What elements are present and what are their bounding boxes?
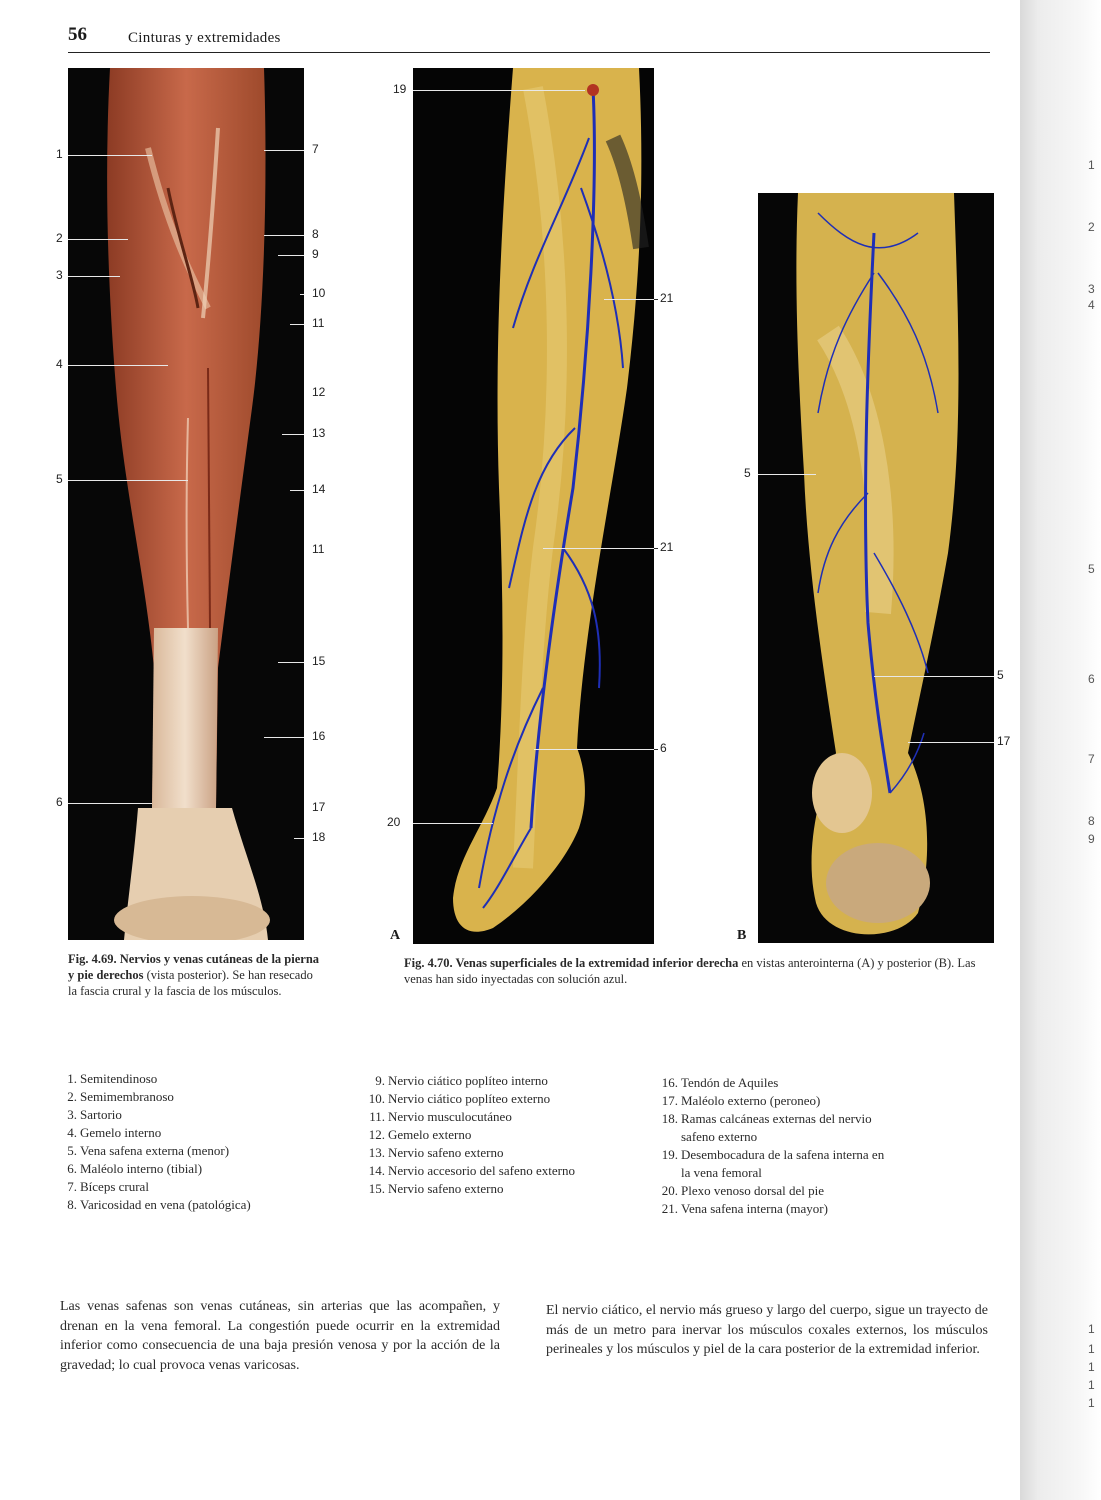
fig69-label-left-5-leader-line (68, 480, 188, 481)
legend-item-text: Desembocadura de la safena interna en la vena femoral (681, 1147, 885, 1180)
legend-item-text: Gemelo externo (388, 1127, 472, 1142)
figure-4-69-caption-title: Fig. 4.69. Nervios y venas cutáneas de la pierna y pie derechos (68, 952, 320, 982)
legend-item (655, 1092, 895, 1110)
fig70a-label-5: 20 (387, 815, 401, 829)
legend-item-text: Bíceps crural (80, 1179, 149, 1194)
fig70a-label-3-leader-outside (654, 548, 658, 549)
fig69-label-right-1: 7 (312, 142, 319, 156)
facing-page-number: 1 (1088, 1396, 1095, 1410)
legend-column-1 (58, 1070, 348, 1214)
legend-item-number: 7. (67, 1179, 77, 1194)
legend-item-number: 11. (369, 1109, 385, 1124)
legend-item-number: 12. (368, 1127, 385, 1142)
facing-page-number: 9 (1088, 832, 1095, 846)
fig70b-label-2: 5 (997, 668, 1004, 682)
legend-item-text: Vena safena interna (mayor) (681, 1201, 828, 1216)
facing-page-number: 8 (1088, 814, 1095, 828)
legend-item-text: Semitendinoso (80, 1071, 158, 1086)
fig70b-label-3-leader-line (908, 742, 994, 743)
fig70a-label-3-leader-line (543, 548, 654, 549)
legend-item-number: 13. (368, 1145, 385, 1160)
fig70b-label-1-leader-line (758, 474, 816, 475)
legend-column-2 (362, 1072, 612, 1198)
legend-item-number: 5. (67, 1143, 77, 1158)
fig70a-label-3: 21 (660, 540, 674, 554)
legend-item (58, 1142, 348, 1160)
body-paragraph-left: Las venas safenas son venas cutáneas, sin arterias que las acompañen, y drenan en la vena femoral. La congestión puede ocurrir en la extremidad inferior como consecuencia de una baja presión venosa y por la acción de la gravedad; lo cual provoca venas varicosas. (60, 1299, 500, 1373)
legend-item-text: Varicosidad en vena (patológica) (80, 1197, 251, 1212)
fig70a-label-5-leader-line (413, 823, 493, 824)
facing-page-number: 5 (1088, 562, 1095, 576)
legend-item (655, 1074, 895, 1092)
fig69-label-left-2: 2 (56, 231, 63, 245)
fig69-label-left-6-leader-line (68, 803, 152, 804)
legend-item (58, 1070, 348, 1088)
fig70a-label-2-leader-outside (654, 299, 658, 300)
fig69-label-right-8-leader-line (290, 490, 304, 491)
figure-4-69-caption-text: (vista posterior). Se han resecado la fascia crural y la fascia de los músculos. (68, 968, 313, 998)
legend-item-text: Maléolo interno (tibial) (80, 1161, 203, 1176)
legend-item-text: Ramas calcáneas externas del nervio safeno externo (681, 1111, 872, 1144)
fig69-label-right-13-leader-line (294, 838, 304, 839)
legend-item (58, 1088, 348, 1106)
legend-item-text: Nervio accesorio del safeno externo (388, 1163, 575, 1178)
fig69-label-right-3-leader-line (278, 255, 304, 256)
legend-item (362, 1144, 612, 1162)
legend-item-text: Plexo venoso dorsal del pie (681, 1183, 824, 1198)
legend-item-text: Nervio musculocutáneo (388, 1109, 512, 1124)
fig69-label-right-7-leader-line (282, 434, 304, 435)
legend-item (58, 1196, 348, 1214)
facing-page-number: 6 (1088, 672, 1095, 686)
fig69-label-left-6: 6 (56, 795, 63, 809)
legend-item-number: 1. (67, 1071, 77, 1086)
legend-item-text: Tendón de Aquiles (681, 1075, 779, 1090)
fig70b-label-3: 17 (997, 734, 1011, 748)
legend-item-number: 3. (67, 1107, 77, 1122)
legend-item-text: Nervio safeno externo (388, 1181, 504, 1196)
panel-label-b: B (737, 928, 747, 943)
legend-item-number: 17. (661, 1093, 678, 1108)
facing-page-number: 1 (1088, 1322, 1095, 1336)
legend-column-3 (655, 1074, 895, 1218)
legend-item-number: 6. (67, 1161, 77, 1176)
legend-item-text: Nervio ciático poplíteo externo (388, 1091, 551, 1106)
figure-4-70-caption-title: Fig. 4.70. Venas superficiales de la extremidad inferior derecha (404, 956, 739, 970)
legend-item-number: 14. (368, 1163, 385, 1178)
fig69-label-left-1-leader-line (68, 155, 152, 156)
legend-item-text: Nervio ciático poplíteo interno (388, 1073, 548, 1088)
legend-item (655, 1146, 895, 1182)
legend-item-number: 20. (661, 1183, 678, 1198)
fig70b-label-2-leader-line (874, 676, 994, 677)
figure-4-70-caption (404, 955, 986, 987)
page-number: 56 (68, 24, 87, 45)
legend-item-text: Gemelo interno (80, 1125, 162, 1140)
legend-item-text: Sartorio (80, 1107, 122, 1122)
fig69-label-right-12: 17 (312, 800, 326, 814)
fig69-label-right-2-leader-line (264, 235, 304, 236)
fig69-label-right-1-leader-line (264, 150, 304, 151)
figure-4-70b-photo (758, 193, 994, 943)
legend-item-number: 4. (67, 1125, 77, 1140)
legend-item (362, 1090, 612, 1108)
legend-item (58, 1124, 348, 1142)
legend-item-number: 8. (67, 1197, 77, 1212)
panel-label-a: A (390, 928, 401, 943)
figure-4-70a-photo (413, 68, 654, 944)
figure-4-70-caption-text: en vistas anterointerna (A) y posterior (B). Las venas han sido inyectadas con solución azul. (404, 956, 976, 986)
facing-page-number: 4 (1088, 298, 1095, 312)
legend-item-number: 18. (661, 1111, 678, 1126)
fig69-label-right-13: 18 (312, 830, 326, 844)
fig69-label-right-3: 9 (312, 247, 319, 261)
facing-page-number: 1 (1088, 1360, 1095, 1374)
fig69-label-left-4: 4 (56, 357, 63, 371)
fig69-label-right-5: 11 (312, 316, 325, 330)
legend-item (362, 1126, 612, 1144)
fig69-label-right-10: 15 (312, 654, 326, 668)
fig69-label-right-5-leader-line (290, 324, 304, 325)
legend-item (362, 1108, 612, 1126)
fig69-label-right-6: 12 (312, 385, 326, 399)
fig69-label-right-4-leader-line (300, 294, 304, 295)
facing-page-number: 3 (1088, 282, 1095, 296)
fig70a-label-2: 21 (660, 291, 674, 305)
legend-item (362, 1162, 612, 1180)
fig69-label-right-10-leader-line (278, 662, 304, 663)
fig69-label-left-3: 3 (56, 268, 63, 282)
facing-page-number: 2 (1088, 220, 1095, 234)
fig69-label-right-9: 11 (312, 542, 325, 556)
legend-item-number: 19. (661, 1147, 678, 1162)
fig70a-label-4: 6 (660, 741, 667, 755)
facing-page-number: 1 (1088, 1378, 1095, 1392)
legend-item-text: Vena safena externa (menor) (80, 1143, 230, 1158)
legend-item (655, 1110, 895, 1146)
fig69-label-right-8: 14 (312, 482, 326, 496)
legend-item (655, 1182, 895, 1200)
fig69-label-right-7: 13 (312, 426, 326, 440)
fig69-label-right-2: 8 (312, 227, 319, 241)
legend-item (362, 1072, 612, 1090)
fig70a-label-1-leader-line (413, 90, 585, 91)
fig70b-label-1: 5 (744, 466, 751, 480)
body-paragraph-right: El nervio ciático, el nervio más grueso y largo del cuerpo, sigue un trayecto de más de un metro para inervar los músculos coxales externos, los músculos perineales y los músculos y piel de la cara posterior de la extremidad inferior. (546, 1303, 988, 1357)
fig69-label-left-2-leader-line (68, 239, 128, 240)
legend-item (362, 1180, 612, 1198)
facing-page-number: 1 (1088, 158, 1095, 172)
facing-page-number: 7 (1088, 752, 1095, 766)
legend-item (655, 1200, 895, 1218)
fig69-label-left-3-leader-line (68, 276, 120, 277)
fig70a-label-1: 19 (393, 82, 407, 96)
legend-item-number: 21. (661, 1201, 678, 1216)
legend-item-number: 15. (368, 1181, 385, 1196)
legend-item (58, 1160, 348, 1178)
legend-item-number: 10. (368, 1091, 385, 1106)
legend-item-number: 9. (375, 1073, 385, 1088)
legend-item (58, 1178, 348, 1196)
legend-item-text: Maléolo externo (peroneo) (681, 1093, 821, 1108)
fig69-label-left-4-leader-line (68, 365, 168, 366)
figure-4-69-caption (68, 951, 320, 999)
facing-page-number: 1 (1088, 1342, 1095, 1356)
fig69-label-right-11-leader-line (264, 737, 304, 738)
page-header (68, 22, 990, 53)
legend-item-number: 2. (67, 1089, 77, 1104)
fig69-label-left-1: 1 (56, 147, 63, 161)
fig70a-label-4-leader-line (534, 749, 654, 750)
fig70a-label-2-leader-line (604, 299, 654, 300)
figure-4-69-photo (68, 68, 304, 940)
legend-item-number: 16. (661, 1075, 678, 1090)
legend-item (58, 1106, 348, 1124)
fig69-label-right-11: 16 (312, 729, 326, 743)
running-title: Cinturas y extremidades (128, 30, 281, 46)
legend-item-text: Semimembranoso (80, 1089, 174, 1104)
fig69-label-left-5: 5 (56, 472, 63, 486)
fig69-label-right-4: 10 (312, 286, 326, 300)
fig70a-label-4-leader-outside (654, 749, 658, 750)
legend-item-text: Nervio safeno externo (388, 1145, 504, 1160)
